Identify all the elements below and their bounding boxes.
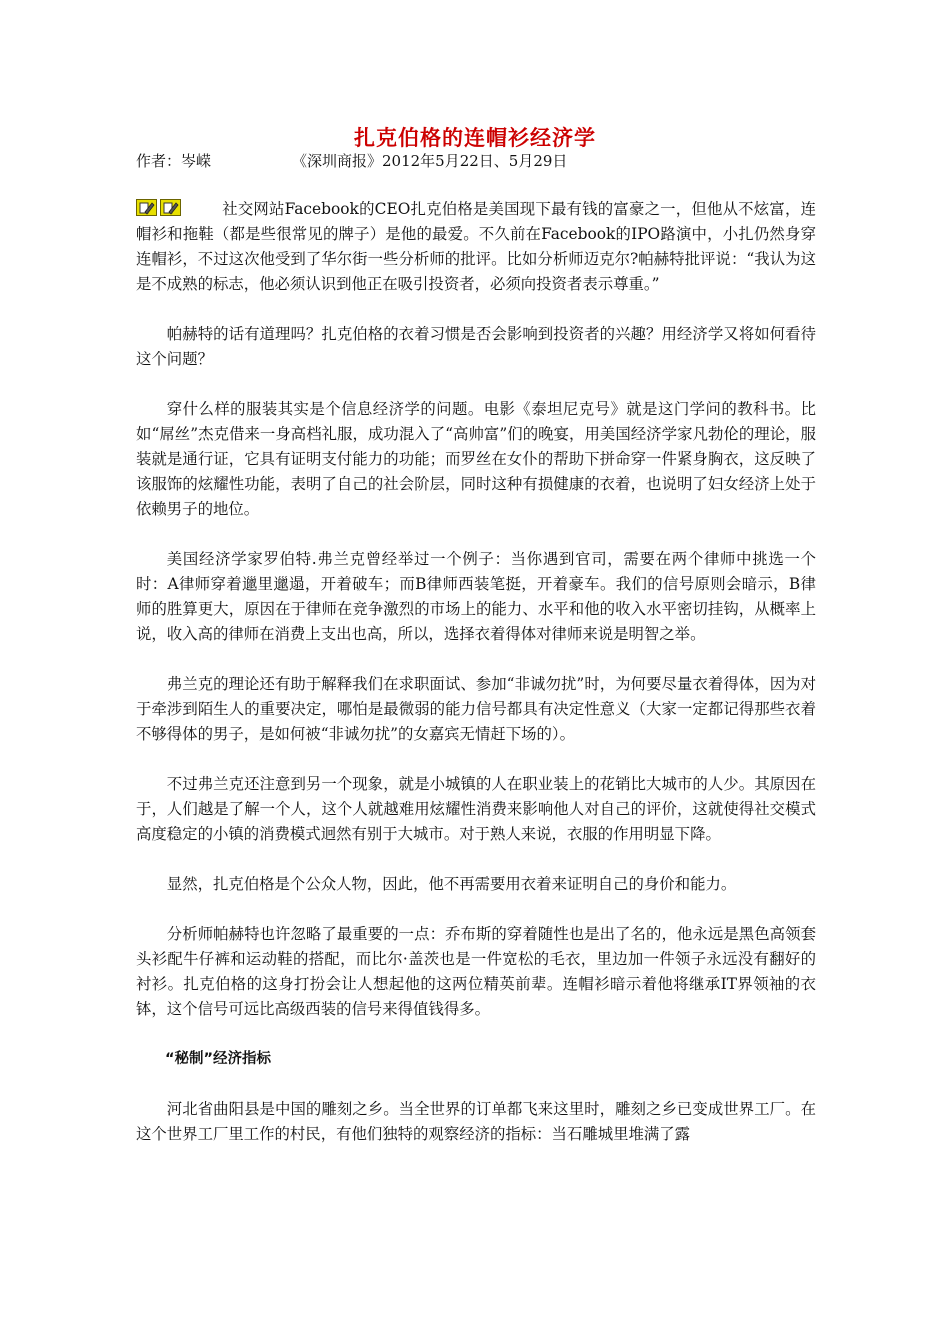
paragraph-7: 显然，扎克伯格是个公众人物，因此，他不再需要用衣着来证明自己的身价和能力。 [166,875,737,893]
paragraph-2: 帕赫特的话有道理吗？扎克伯格的衣着习惯是否会影响到投资者的兴趣？用经济学又将如何看待这个问题？ [136,325,816,368]
paragraph-5: 弗兰克的理论还有助于解释我们在求职面试、参加“非诚勿扰”时，为何要尽量衣着得体，因为对于牵涉到陌生人的重要决定，哪怕是最微弱的能力信号都具有决定性意义（大家一定都记得那些衣着不够得体的男子，是如何被“非诚勿扰”的女嘉宾无情赶下场的）。 [136,675,816,743]
paragraph-8: 分析师帕赫特也许忽略了最重要的一点：乔布斯的穿着随性也是出了名的，他永远是黑色高领套头衫配牛仔裤和运动鞋的搭配，而比尔·盖茨也是一件宽松的毛衣，里边加一件领子永远没有翻好的衬衫。扎克伯格的这身打扮会让人想起他的这两位精英前辈。连帽衫暗示着他将继承IT界领袖的衣钵，这个信号可远比高级西装的信号来得值钱得多。 [136,925,816,1018]
author-line: 作者：岑嵘 [136,152,212,170]
paragraph-4: 美国经济学家罗伯特.弗兰克曾经举过一个例子：当你遇到官司，需要在两个律师中挑选一个时：A律师穿着邋里邋遢，开着破车；而B律师西装笔挺，开着豪车。我们的信号原则会暗示，B律师的胜算更大，原因在于律师在竞争激烈的市场上的能力、水平和他的收入水平密切挂钩，从概率上说，收入高的律师在消费上支出也高，所以，选择衣着得体对律师来说是明智之举。 [136,550,816,643]
source-line: 《深圳商报》2012年5月22日、5月29日 [292,152,568,170]
article-meta [136,151,836,171]
article-body [136,197,816,1172]
section-paragraph: 河北省曲阳县是中国的雕刻之乡。当全世界的订单都飞来这里时，雕刻之乡已变成世界工厂。在这个世界工厂里工作的村民，有他们独特的观察经济的指标：当石雕城里堆满了露 [136,1100,816,1143]
note-icons [136,199,182,217]
paragraph-1-text: 社交网站Facebook的CEO扎克伯格是美国现下最有钱的富豪之一，但他从不炫富，连帽衫和拖鞋（都是些很常见的牌子）是他的最爱。不久前在Facebook的IPO路演中，小扎仍然身穿连帽衫，不过这次他受到了华尔街一些分析师的批评。比如分析师迈克尔?帕赫特批评说：“我认为这是不成熟的标志，他必须认识到他正在吸引投资者，必须向投资者表示尊重。” [136,200,816,293]
section-heading: “秘制”经济指标 [165,1051,272,1067]
article-title: 扎克伯格的连帽衫经济学 [354,126,596,150]
pencil-note-icon [136,199,157,216]
paragraph-3: 穿什么样的服装其实是个信息经济学的问题。电影《泰坦尼克号》就是这门学问的教科书。比如“屌丝”杰克借来一身高档礼服，成功混入了“高帅富”们的晚宴，用美国经济学家凡勃伦的理论，服装就是通行证，它具有证明支付能力的功能；而罗丝在女仆的帮助下拼命穿一件紧身胸衣，这反映了该服饰的炫耀性功能，表明了自己的社会阶层，同时这种有损健康的衣着，也说明了妇女经济上处于依赖男子的地位。 [136,400,816,518]
paragraph-1 [136,197,816,297]
paragraph-6: 不过弗兰克还注意到另一个现象，就是小城镇的人在职业装上的花销比大城市的人少。其原因在于，人们越是了解一个人，这个人就越难用炫耀性消费来影响他人对自己的评价，这就使得社交模式高度稳定的小镇的消费模式迥然有别于大城市。对于熟人来说，衣服的作用明显下降。 [136,775,816,843]
pencil-note-icon [160,199,181,216]
